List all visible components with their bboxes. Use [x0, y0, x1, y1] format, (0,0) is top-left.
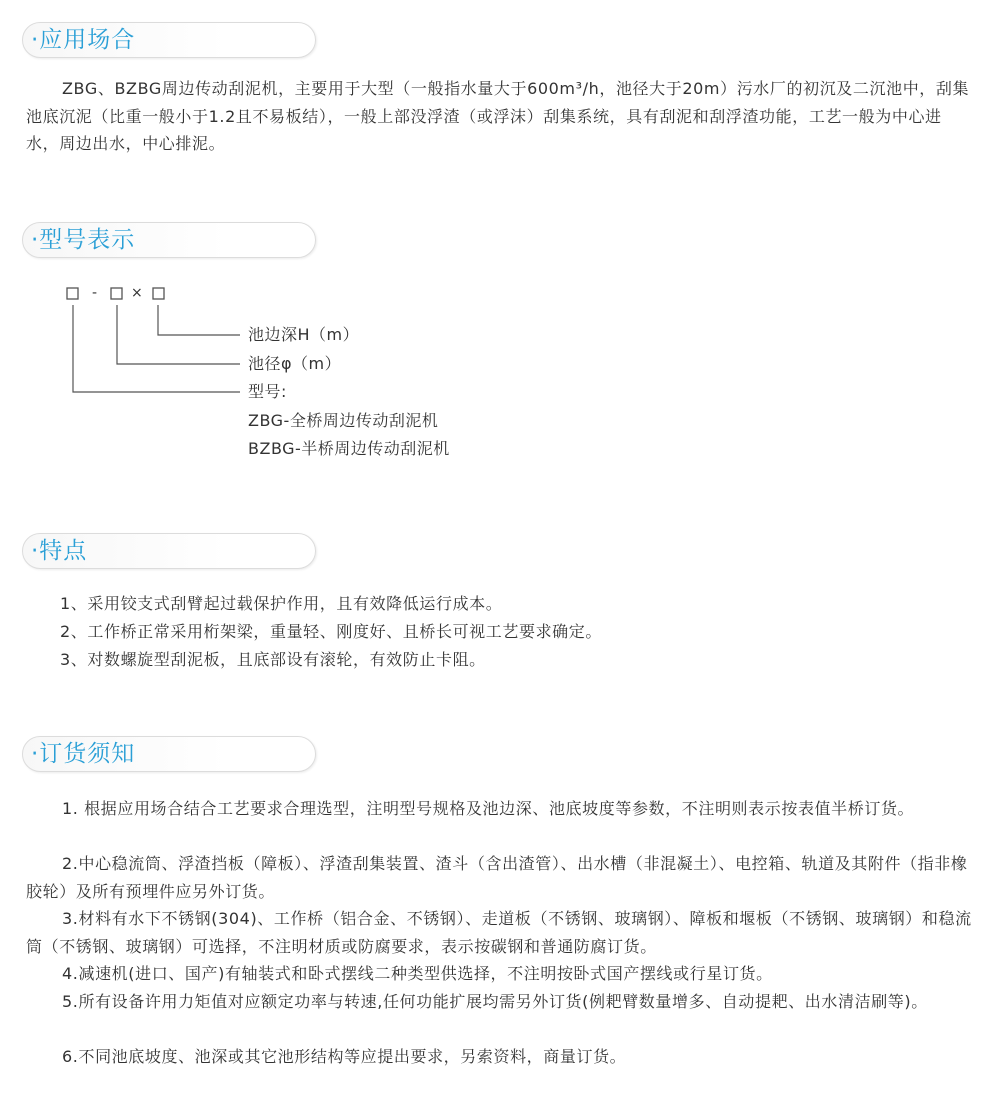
model-box-type [67, 288, 78, 299]
section-header-application [22, 22, 316, 58]
leader-line-depth [158, 305, 240, 335]
ordering-item: 6.不同池底坡度、池深或其它池形结构等应提出要求，另索资料，商量订货。 [62, 1047, 627, 1066]
model-times: × [131, 285, 143, 301]
label-zbg: ZBG-全桥周边传动刮泥机 [248, 411, 439, 430]
leader-line-diameter [117, 305, 240, 364]
application-paragraph: ZBG、BZBG周边传动刮泥机，主要用于大型（一般指水量大于600m³/h，池径大于20m）污水厂的初沉及二沉池中，刮集池底沉泥（比重一般小于1.2且不易板结），一般上部没浮渣（或浮沫）刮集系统，具有刮泥和刮浮渣功能，工艺一般为中心进水，周边出水，中心排泥。 [26, 79, 970, 153]
label-model-type: 型号: [248, 382, 287, 401]
model-dash: - [92, 285, 98, 301]
ordering-item: 2.中心稳流筒、浮渣挡板（障板）、浮渣刮集装置、渣斗（含出渣管）、出水槽（非混凝土）、电控箱、轨道及其附件（指非橡胶轮）及所有预埋件应另外订货。 [26, 854, 968, 901]
section-header-features [22, 533, 316, 569]
model-box-diameter [111, 288, 122, 299]
model-box-depth [153, 288, 164, 299]
section-title-ordering: ·订货须知 [31, 741, 136, 767]
ordering-item: 1. 根据应用场合结合工艺要求合理选型，注明型号规格及池边深、池底坡度等参数，不注明则表示按表值半桥订货。 [62, 799, 915, 818]
feature-item: 2、工作桥正常采用桁架梁，重量轻、刚度好、且桥长可视工艺要求确定。 [60, 622, 602, 641]
feature-item: 1、采用铰支式刮臂起过载保护作用，且有效降低运行成本。 [60, 594, 503, 613]
feature-item: 3、对数螺旋型刮泥板，且底部设有滚轮，有效防止卡阻。 [60, 650, 486, 669]
ordering-item: 5.所有设备许用力矩值对应额定功率与转速,任何功能扩展均需另外订货(例耙臂数量增多、自动提耙、出水清洁刷等)。 [62, 992, 928, 1011]
label-pool-depth: 池边深H（m） [248, 325, 360, 344]
label-pool-diameter: 池径φ（m） [248, 354, 342, 373]
section-title-model: ·型号表示 [31, 227, 136, 253]
section-title-features: ·特点 [31, 538, 88, 564]
section-header-ordering [22, 736, 316, 772]
section-header-model [22, 222, 316, 258]
leader-line-type [73, 305, 240, 392]
ordering-item: 4.减速机(进口、国产)有轴装式和卧式摆线二种类型供选择，不注明按卧式国产摆线或行星订货。 [62, 964, 773, 983]
ordering-item: 3.材料有水下不锈钢(304)、工作桥（铝合金、不锈钢）、走道板（不锈钢、玻璃钢）、障板和堰板（不锈钢、玻璃钢）和稳流筒（不锈钢、玻璃钢）可选择，不注明材质或防腐要求，表示按碳钢和普通防腐订货。 [26, 909, 972, 956]
section-title-application: ·应用场合 [31, 27, 136, 53]
label-bzbg: BZBG-半桥周边传动刮泥机 [248, 439, 450, 458]
